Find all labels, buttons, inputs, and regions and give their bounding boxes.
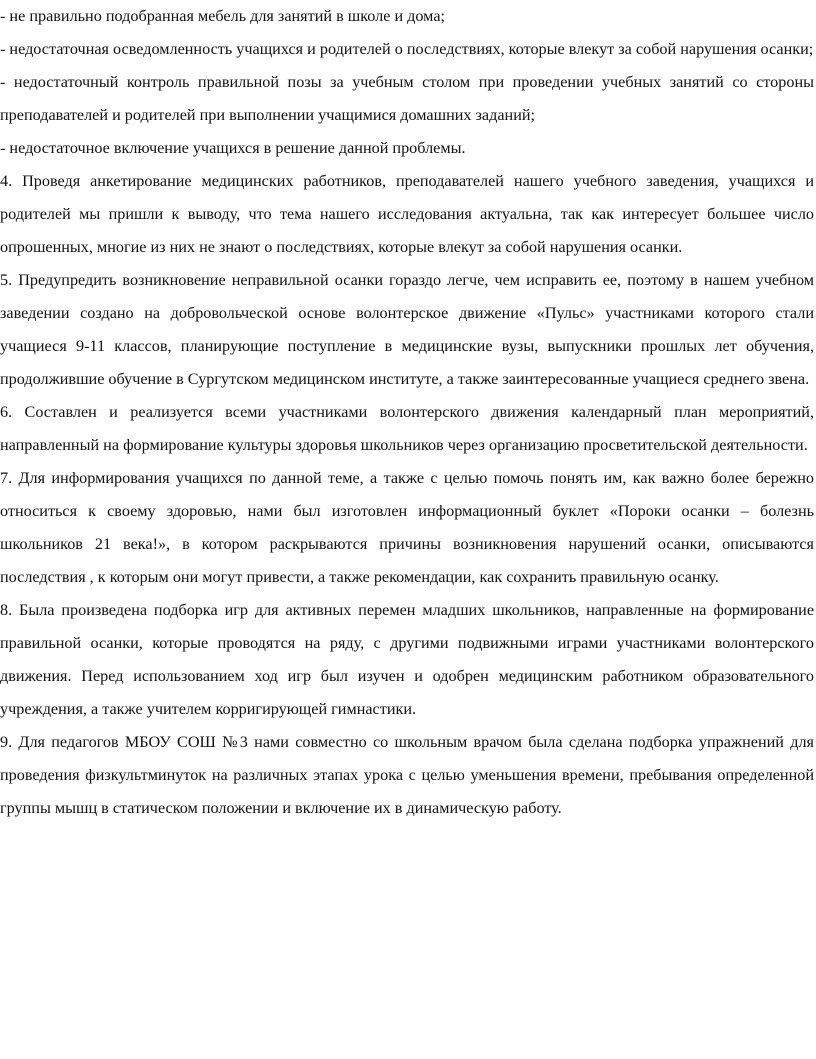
paragraph-6: 6. Составлен и реализуется всеми участниками волонтерского движения календарный план мероприятий, направленный на формирование культуры здоровья школьников через организацию просветительской деятельности. (0, 403, 814, 454)
paragraph-8: 8. Была произведена подборка игр для активных перемен младших школьников, направленные на формирование правильной осанки, которые проводятся на ряду, с другими подвижными играми участниками волонтерского движения. Перед использованием ход игр был изучен и одобрен медицинским работником образовательного учреждения, а также учителем корригирующей гимнастики. (0, 601, 814, 718)
paragraph-4: 4. Проведя анкетирование медицинских работников, преподавателей нашего учебного заведения, учащихся и родителей мы пришли к выводу, что тема нашего исследования актуальна, так как интересует большее число опрошенных, многие из них не знают о последствиях, которые влекут за собой нарушения осанки. (0, 172, 814, 256)
bullet-item-awareness: - недостаточная осведомленность учащихся и родителей о последствиях, которые влекут за собой нарушения осанки; (0, 40, 814, 58)
paragraph-7: 7. Для информирования учащихся по данной теме, а также с целью помочь понять им, как важно более бережно относиться к своему здоровью, нами был изготовлен информационный буклет «Пороки осанки – болезнь школьников 21 века!», в котором раскрываются причины возникновения нарушений осанки, описываются последствия , к которым они могут привести, а также рекомендации, как сохранить правильную осанку. (0, 469, 814, 586)
paragraph-9: 9. Для педагогов МБОУ СОШ №3 нами совместно со школьным врачом была сделана подборка упражнений для проведения физкультминуток на различных этапах урока с целью уменьшения времени, пребывания определенной группы мышц в статическом положении и включение их в динамическую работу. (0, 733, 814, 817)
bullet-item-control: - недостаточный контроль правильной позы за учебным столом при проведении учебных занятий со стороны преподавателей и родителей при выполнении учащимися домашних заданий; (0, 73, 814, 124)
bullet-item-involvement: - недостаточное включение учащихся в решение данной проблемы. (0, 139, 466, 157)
bullet-item-furniture: - не правильно подобранная мебель для занятий в школе и дома; (0, 7, 445, 25)
paragraph-5: 5. Предупредить возникновение неправильной осанки гораздо легче, чем исправить ее, поэтому в нашем учебном заведении создано на добровольческой основе волонтерское движение «Пульс» участниками которого стали учащиеся 9-11 классов, планирующие поступление в медицинские вузы, выпускники прошлых лет обучения, продолжившие обучение в Сургутском медицинском институте, а также заинтересованные учащиеся среднего звена. (0, 271, 814, 388)
